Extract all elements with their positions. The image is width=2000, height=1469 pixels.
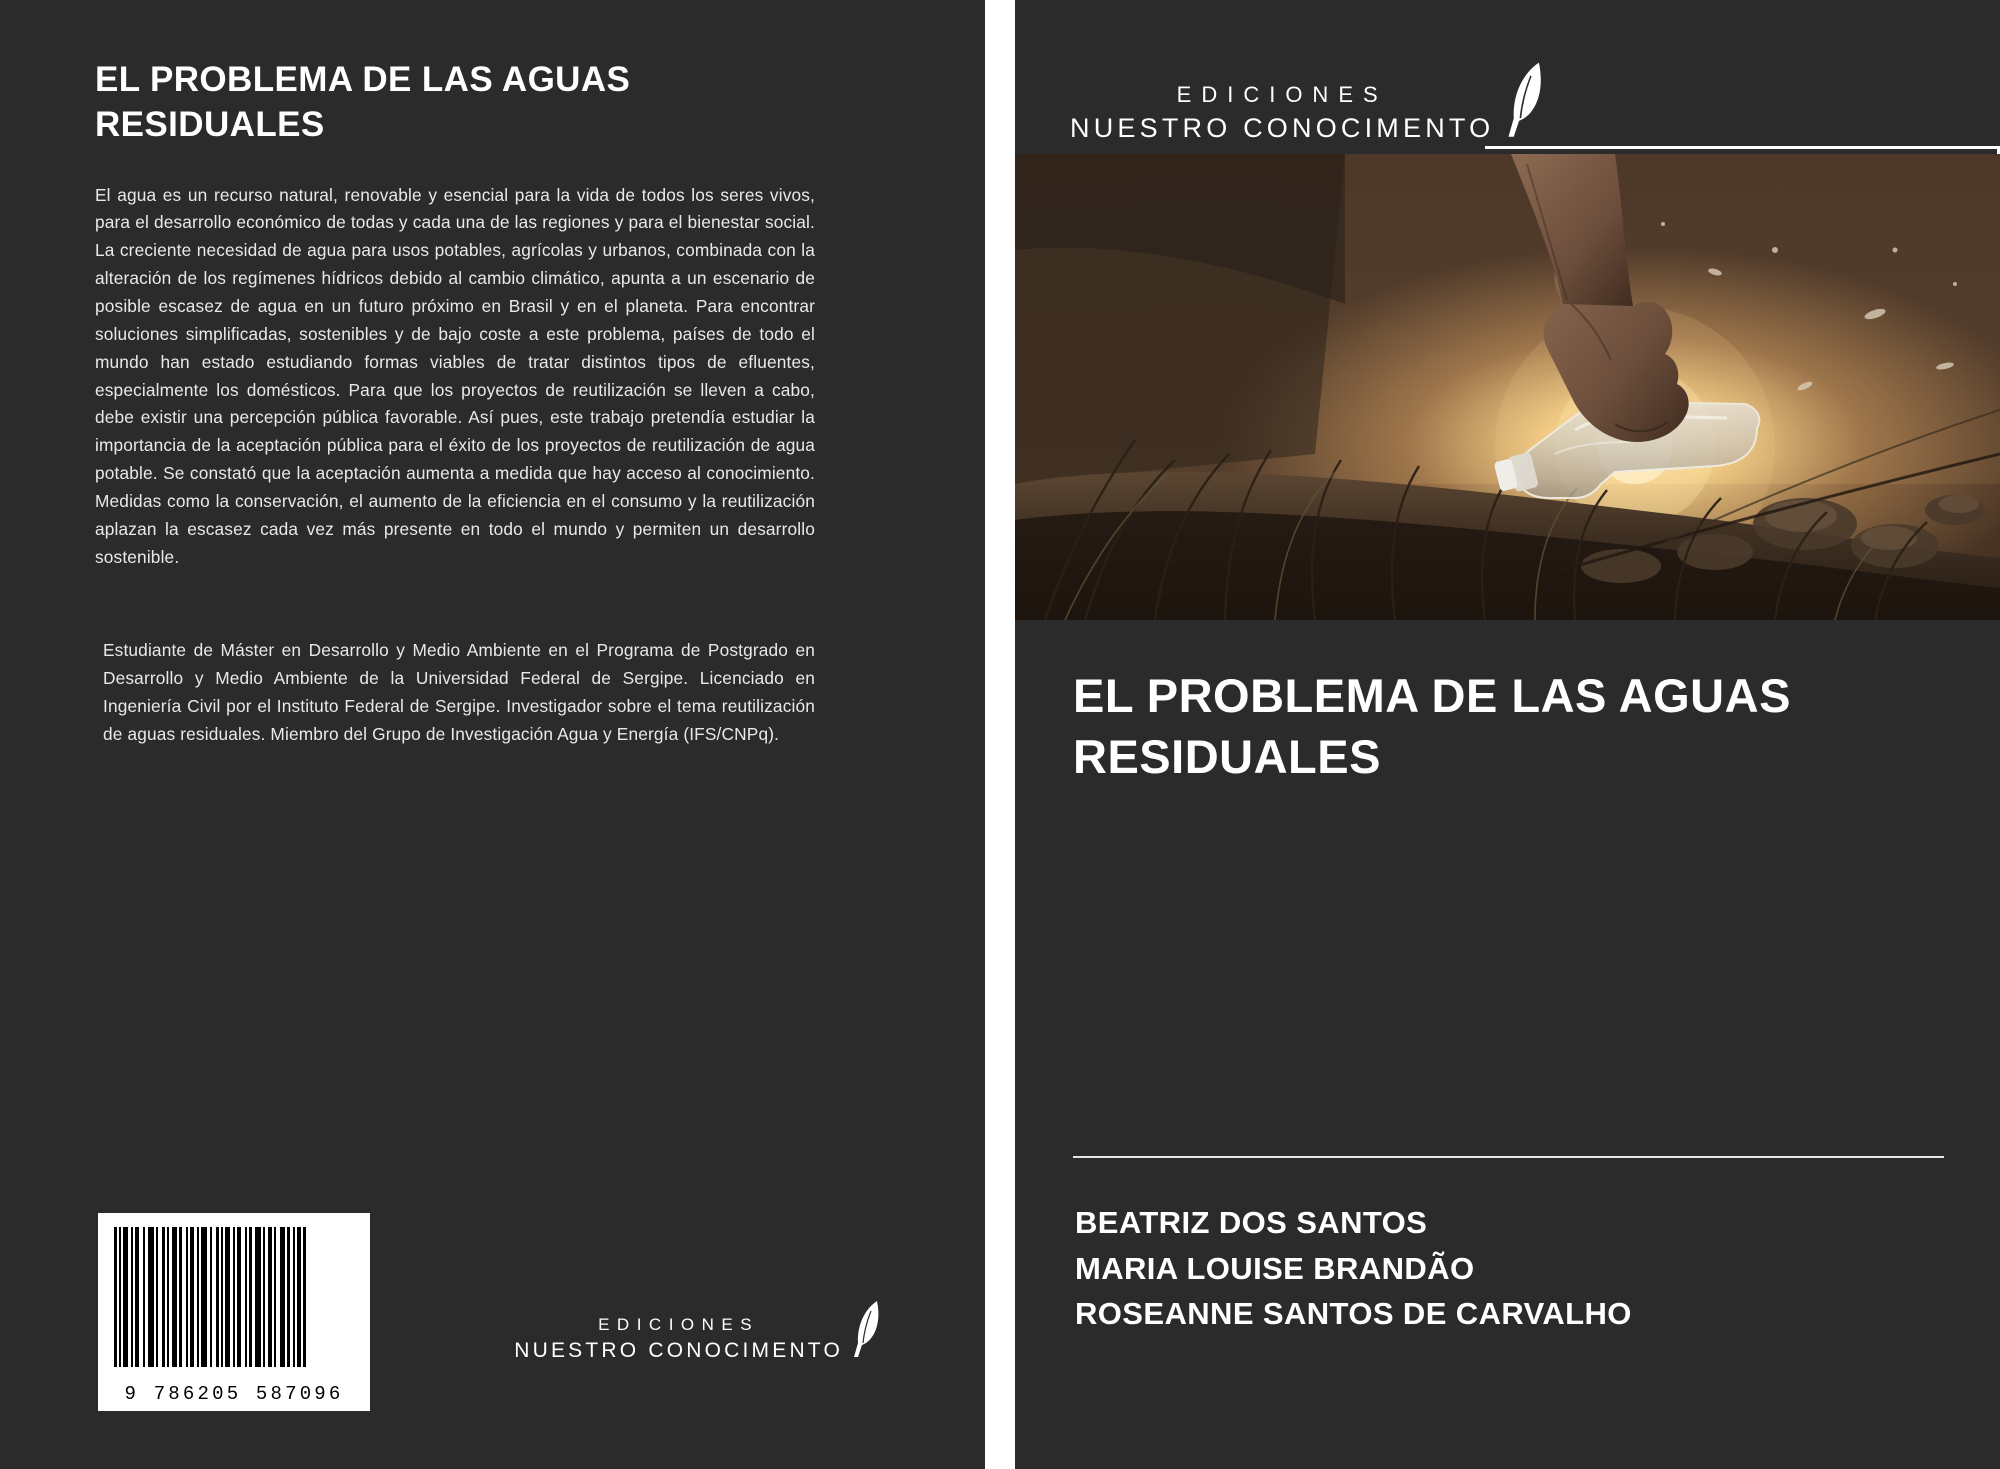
back-cover-author-bio: Estudiante de Máster en Desarrollo y Medio Ambiente en el Programa de Postgrado en Desarrollo y Medio Ambiente de la Universidad Federal de Sergipe. Licenciado en Ingeniería Civil por el Instituto Federal de Sergipe. Investigador sobre el tema reutilización de aguas residuales. Miembro del Grupo de Investigación Agua y Energía (IFS/CNPq). <box>103 640 815 744</box>
publisher-line1-front: EDICIONES <box>1176 82 1388 107</box>
header-divider <box>1485 146 2000 149</box>
back-cover <box>0 0 985 1469</box>
book-spine <box>985 0 1015 1469</box>
authors-list <box>1075 1200 1955 1337</box>
cover-photo <box>1015 154 2000 620</box>
front-cover <box>1015 0 2000 1469</box>
back-cover-content <box>95 58 900 749</box>
barcode <box>98 1213 370 1411</box>
author-name: ROSEANNE SANTOS DE CARVALHO <box>1075 1296 1632 1332</box>
publisher-line1: EDICIONES <box>598 1315 760 1334</box>
author-name: MARIA LOUISE BRANDÃO <box>1075 1250 1475 1286</box>
publisher-line2-front: NUESTRO CONOCIMENTO <box>1070 113 1495 143</box>
feather-icon <box>851 1299 885 1361</box>
barcode-number: 9 786205 587096 <box>124 1383 344 1405</box>
front-cover-title: EL PROBLEMA DE LAS AGUAS RESIDUALES <box>1073 669 1791 784</box>
publisher-logo-back <box>514 1299 885 1361</box>
publisher-line2: NUESTRO CONOCIMENTO <box>514 1339 843 1362</box>
publisher-name-front <box>1070 84 1494 142</box>
publisher-logo-front <box>1070 60 1550 142</box>
front-cover-header <box>1015 56 2000 152</box>
back-cover-title: EL PROBLEMA DE LAS AGUAS RESIDUALES <box>95 60 631 144</box>
barcode-bars <box>114 1227 354 1367</box>
author-name: BEATRIZ DOS SANTOS <box>1075 1205 1428 1240</box>
publisher-name <box>514 1316 843 1361</box>
back-cover-description: El agua es un recurso natural, renovable y esencial para la vida de todos los seres vivos, para el desarrollo económico de todas y cada una de las regiones y para el bienestar social. La creciente necesidad de agua para usos potables, agrícolas y urbanos, combinada con la alteración de los regímenes hídricos debido al cambio climático, apunta a un escenario de posible escasez de agua en un futuro próximo en Brasil y en el planeta. Para encontrar soluciones simplificadas, sostenibles y de bajo coste a este problema, países de todo el mundo han estado estudiando formas viables de tratar distintos tipos de efluentes, especialmente los domésticos. Para que los proyectos de reutilización se lleven a cabo, debe existir una percepción pública favorable. Así pues, este trabajo pretendía estudiar la importancia de la aceptación pública para el éxito de los proyectos de reutilización de agua potable. Se constató que la aceptación aumenta a medida que hay acceso al conocimiento. Medidas como la conservación, el aumento de la eficiencia en el consumo y la reutilización aplazan la escasez cada vez más presente en todo el mundo y permiten un desarrollo sostenible. <box>95 184 815 567</box>
authors-divider <box>1073 1156 1944 1158</box>
feather-icon-front <box>1504 60 1550 142</box>
